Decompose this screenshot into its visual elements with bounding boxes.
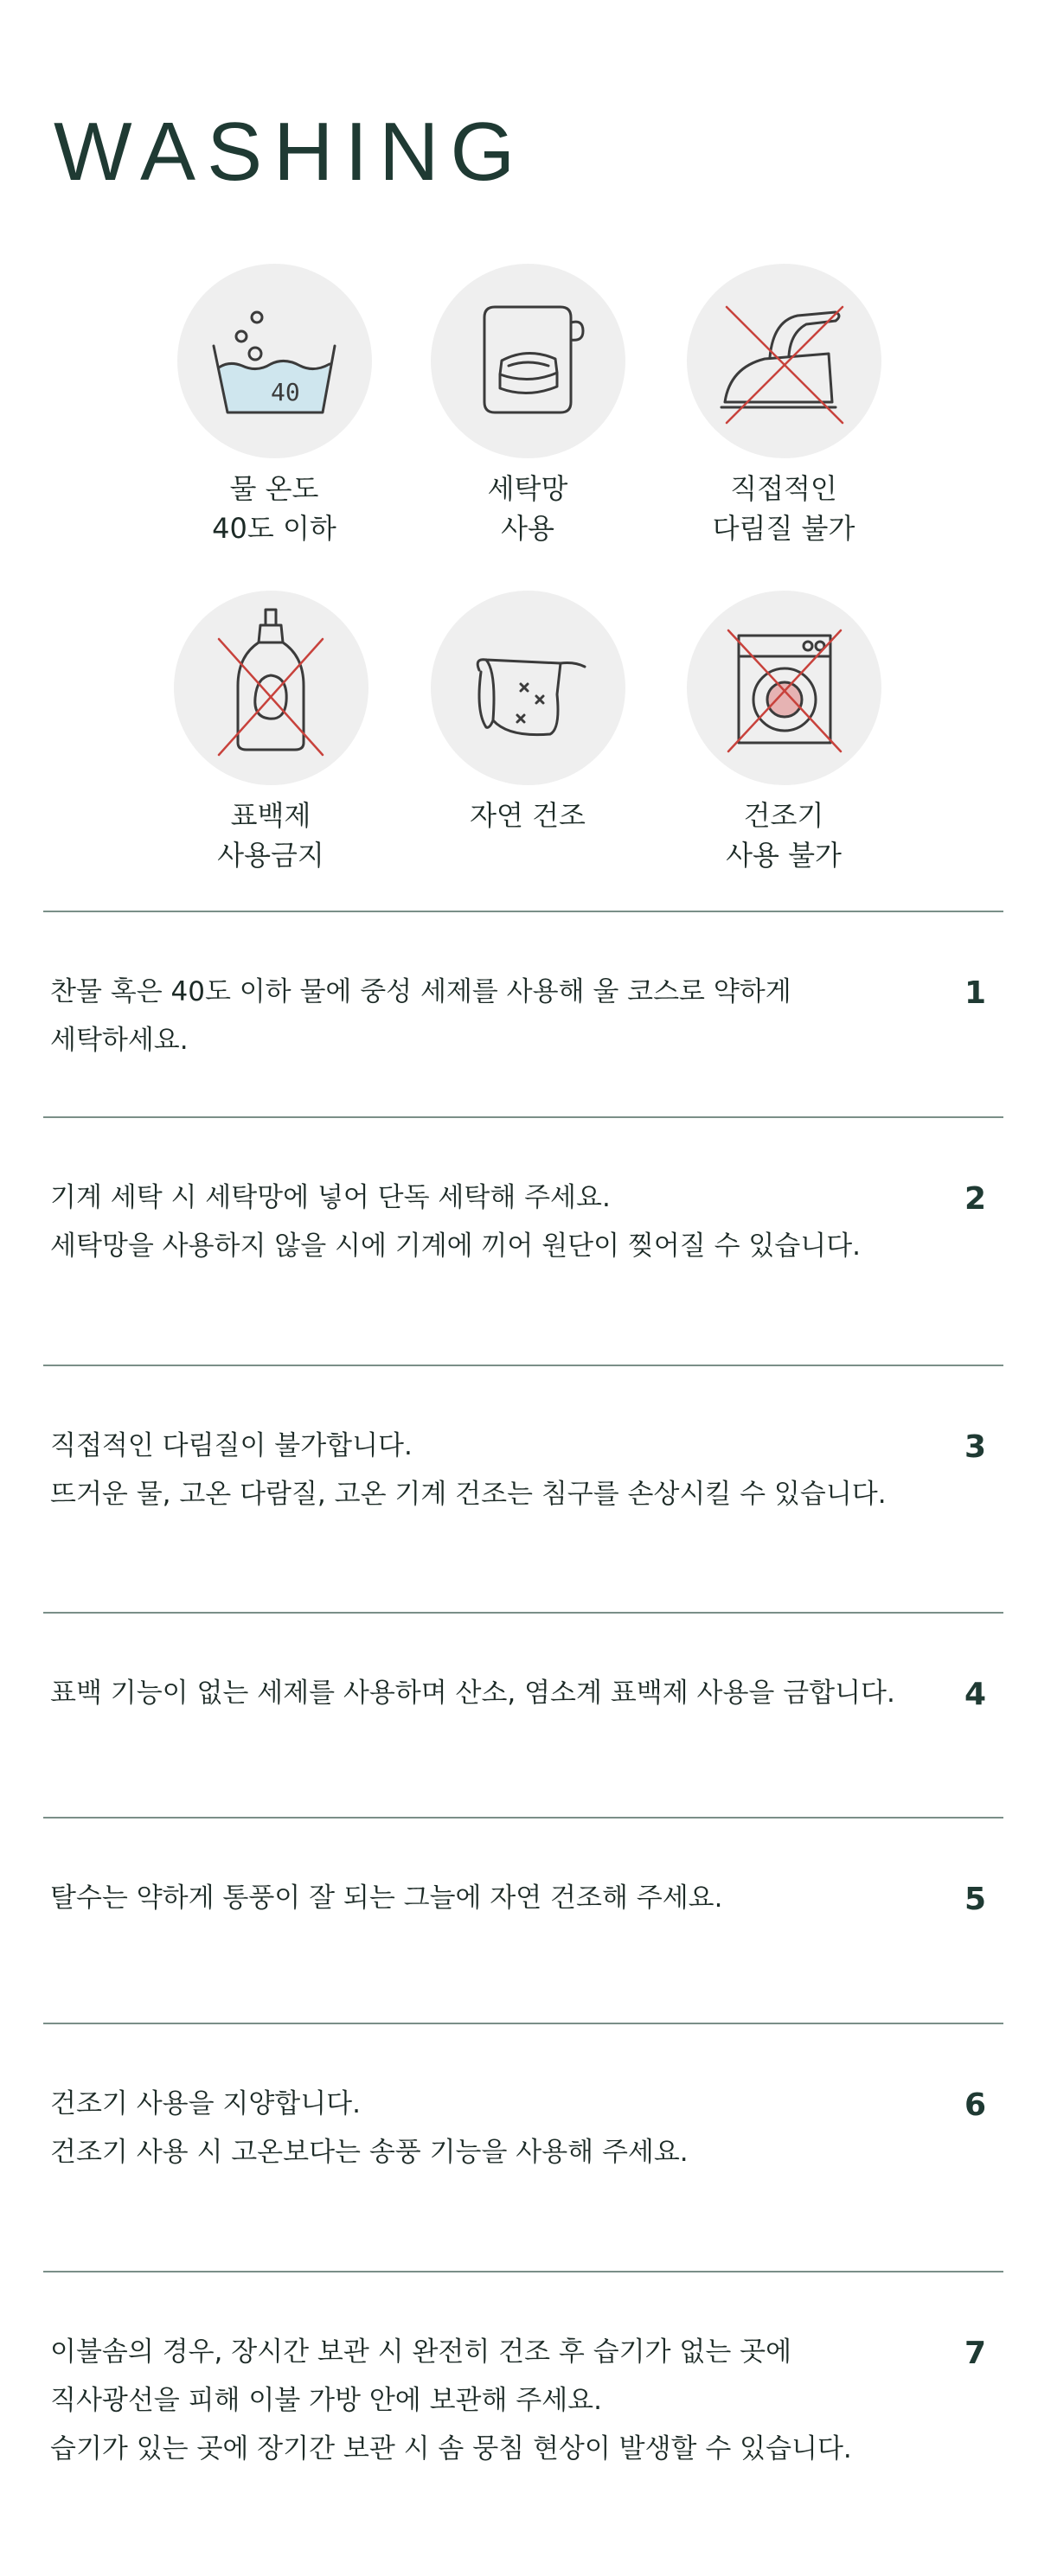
care-icon-water-temp <box>144 264 404 548</box>
icon-circle <box>174 591 368 785</box>
instruction-text <box>50 2080 898 2176</box>
care-icon-line-dry <box>398 591 657 835</box>
instruction-line: 뜨거운 물, 고온 다람질, 고온 기계 건조는 침구를 손상시킬 수 있습니다. <box>50 1479 887 1510</box>
icon-label-line: 표백제 <box>230 799 311 832</box>
instruction-row <box>50 968 1010 1064</box>
instruction-text <box>50 968 898 1064</box>
icon-label <box>398 469 657 548</box>
instruction-number: 1 <box>964 975 986 1011</box>
instruction-text <box>50 1874 898 1922</box>
icon-label-line: 건조기 <box>743 799 824 832</box>
instruction-row <box>50 2080 1010 2176</box>
instruction-number: 5 <box>964 1882 986 1917</box>
instruction-text <box>50 1422 898 1518</box>
no-iron-icon <box>687 264 881 458</box>
divider <box>43 1116 1003 1118</box>
instruction-line: 습기가 있는 곳에 장기간 보관 시 솜 뭉침 현상이 발생할 수 있습니다. <box>50 2433 852 2464</box>
care-icon-no-dryer <box>654 591 913 875</box>
instruction-row <box>50 2328 1010 2473</box>
icon-label-line: 사용 <box>501 512 554 545</box>
instruction-row <box>50 1874 1010 1922</box>
icon-label-line: 세탁망 <box>487 472 568 505</box>
icon-label-line: 사용 불가 <box>726 839 842 872</box>
icon-circle <box>687 264 881 458</box>
instruction-text <box>50 1669 898 1717</box>
divider <box>43 1365 1003 1366</box>
icon-label <box>654 796 913 875</box>
instruction-number: 6 <box>964 2087 986 2123</box>
divider <box>43 2023 1003 2024</box>
no-bleach-icon <box>174 591 368 785</box>
instruction-number: 7 <box>964 2336 986 2371</box>
instruction-row <box>50 1422 1010 1518</box>
icon-label-line: 물 온도 <box>229 472 319 505</box>
divider <box>43 1612 1003 1614</box>
icon-circle <box>431 591 625 785</box>
instruction-line: 세탁망을 사용하지 않을 시에 기계에 끼어 원단이 찢어질 수 있습니다. <box>50 1230 862 1262</box>
no-dryer-icon <box>687 591 881 785</box>
icon-label-line: 자연 건조 <box>470 799 586 832</box>
instruction-line: 직사광선을 피해 이불 가방 안에 보관해 주세요. <box>50 2385 602 2416</box>
icon-circle <box>687 591 881 785</box>
instruction-number: 3 <box>964 1429 986 1465</box>
laundry-net-icon <box>431 264 625 458</box>
washtub-40-icon <box>177 264 372 458</box>
icon-label-line: 40도 이하 <box>212 512 336 545</box>
care-icon-laundry-net <box>398 264 657 548</box>
instruction-number: 2 <box>964 1181 986 1217</box>
icon-label <box>654 469 913 548</box>
line-dry-icon <box>431 591 625 785</box>
instruction-row <box>50 1173 1010 1270</box>
instruction-line: 세탁하세요. <box>50 1025 189 1056</box>
instruction-line: 이불솜의 경우, 장시간 보관 시 완전히 건조 후 습기가 없는 곳에 <box>50 2336 792 2368</box>
instruction-text <box>50 1173 898 1270</box>
icon-label <box>141 796 400 875</box>
icon-label <box>144 469 404 548</box>
icon-label-line: 직접적인 <box>730 472 837 505</box>
icon-label-line: 다림질 불가 <box>712 512 855 545</box>
divider <box>43 2271 1003 2272</box>
instruction-line: 건조기 사용 시 고온보다는 송풍 기능을 사용해 주세요. <box>50 2137 689 2168</box>
divider <box>43 911 1003 912</box>
icon-label-line: 사용금지 <box>217 839 324 872</box>
instruction-line: 기계 세탁 시 세탁망에 넣어 단독 세탁해 주세요. <box>50 1182 611 1213</box>
instruction-line: 건조기 사용을 지양합니다. <box>50 2088 361 2119</box>
instruction-row <box>50 1669 1010 1717</box>
icon-circle <box>177 264 372 458</box>
instruction-line: 찬물 혹은 40도 이하 물에 중성 세제를 사용해 울 코스로 약하게 <box>50 976 791 1007</box>
instruction-line: 탈수는 약하게 통풍이 잘 되는 그늘에 자연 건조해 주세요. <box>50 1882 723 1914</box>
instruction-line: 표백 기능이 없는 세제를 사용하며 산소, 염소계 표백제 사용을 금합니다. <box>50 1678 895 1709</box>
care-icon-no-bleach <box>141 591 400 875</box>
instruction-line: 직접적인 다림질이 불가합니다. <box>50 1430 413 1461</box>
instruction-number: 4 <box>964 1677 986 1712</box>
icon-label <box>398 796 657 835</box>
divider <box>43 1817 1003 1819</box>
page-title: WASHING <box>54 105 527 198</box>
icon-circle <box>431 264 625 458</box>
tub-temp-text: 40 <box>270 378 300 406</box>
care-icon-no-iron <box>654 264 913 548</box>
instruction-text <box>50 2328 898 2473</box>
